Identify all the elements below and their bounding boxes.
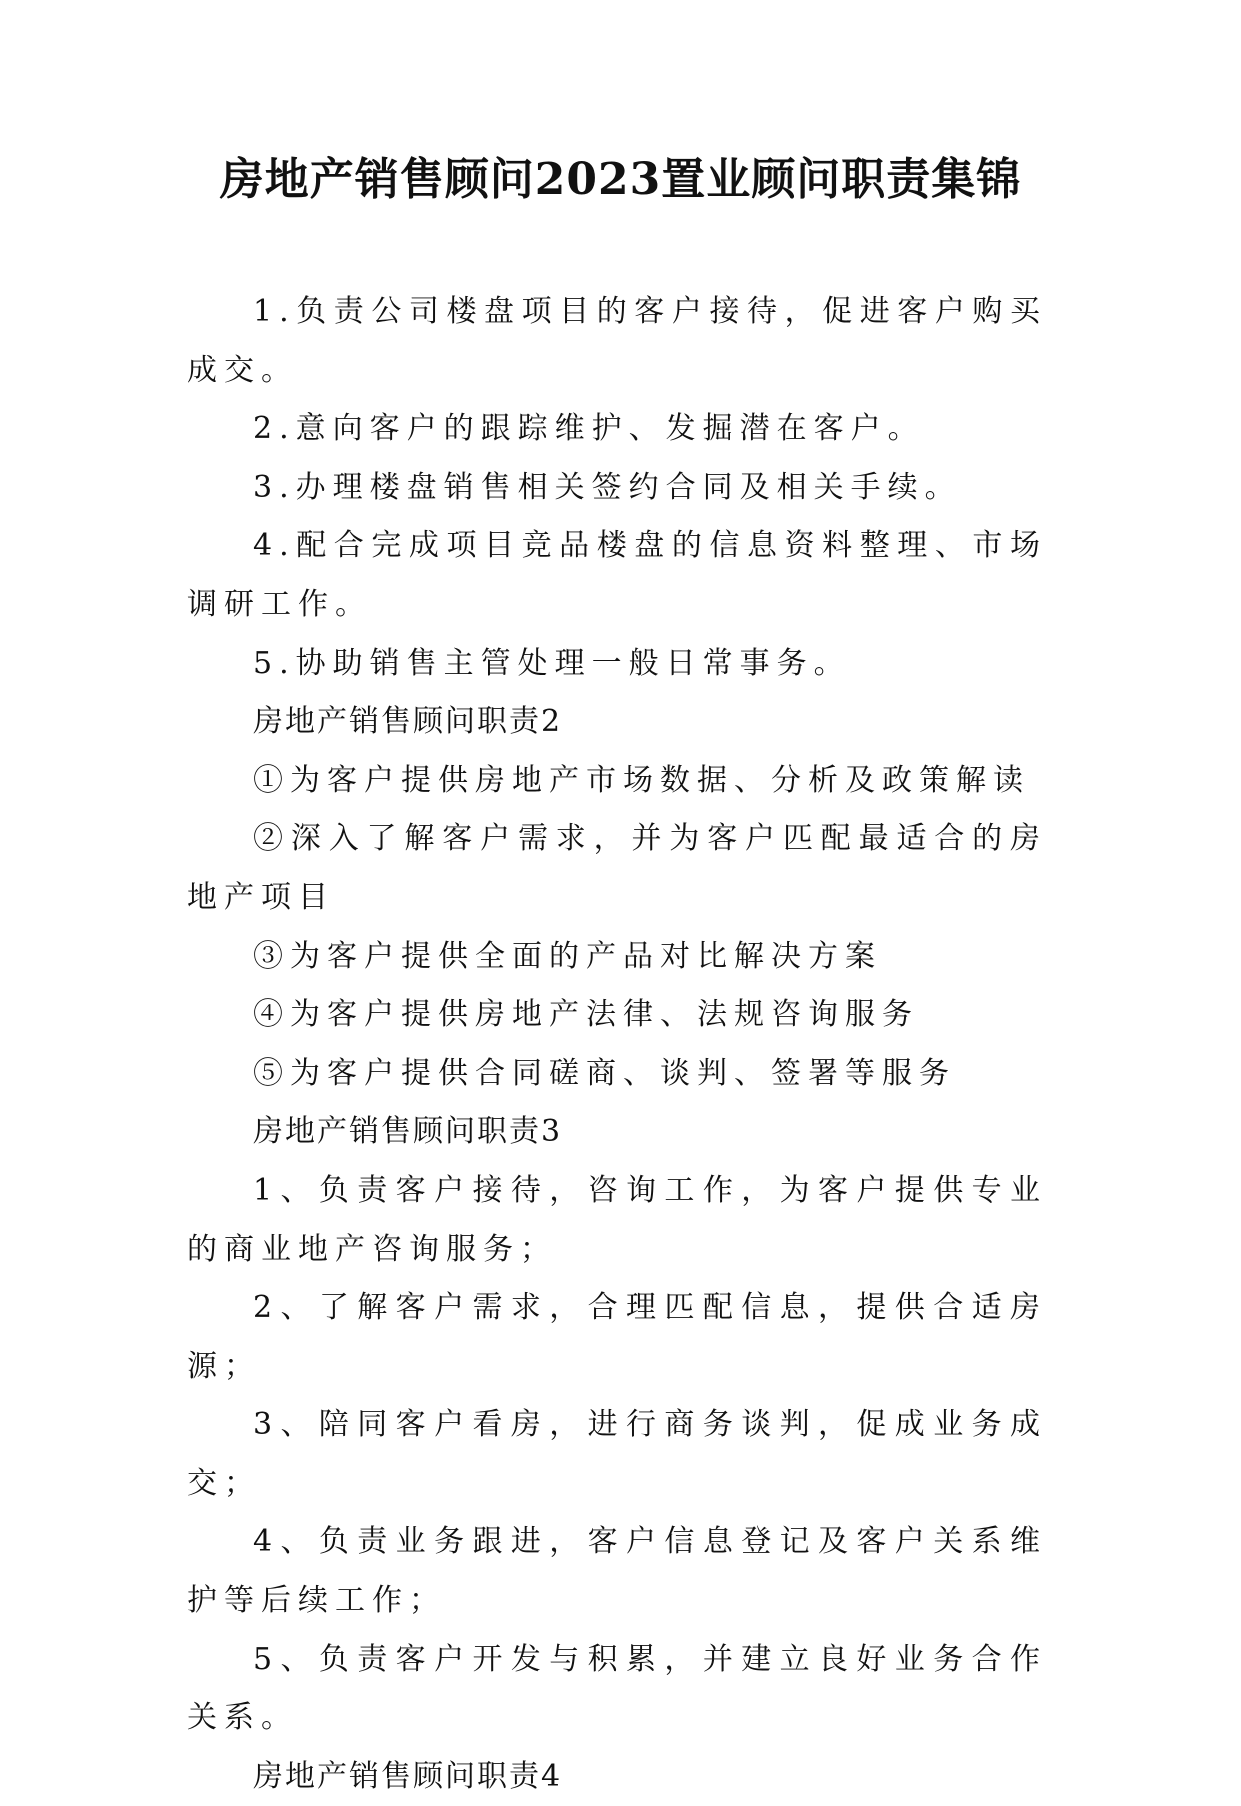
paragraph-duty-2-1: ①为客户提供房地产市场数据、分析及政策解读 bbox=[253, 762, 1030, 798]
paragraph-duty-3-4: 4、负责业务跟进，客户信息登记及客户关系维护等后续工作； bbox=[187, 1524, 1047, 1619]
paragraph-duty-2-2: ②深入了解客户需求，并为客户匹配最适合的房地产项目 bbox=[187, 821, 1047, 915]
paragraph-duty-3-1: 1、负责客户接待，咨询工作，为客户提供专业的商业地产咨询服务； bbox=[187, 1172, 1047, 1267]
section-heading-4: 房地产销售顾问职责4 bbox=[253, 1758, 563, 1794]
section-heading-2: 房地产销售顾问职责2 bbox=[253, 704, 563, 740]
paragraph-duty-3-5: 5、负责客户开发与积累，并建立良好业务合作关系。 bbox=[187, 1641, 1047, 1736]
paragraph-duty-1-5: 5.协助销售主管处理一般日常事务。 bbox=[253, 645, 851, 681]
paragraph-duty-1-1: 1.负责公司楼盘项目的客户接待，促进客户购买成交。 bbox=[187, 294, 1047, 388]
paragraph-duty-2-4: ④为客户提供房地产法律、法规咨询服务 bbox=[253, 997, 919, 1033]
paragraph-duty-2-3: ③为客户提供全面的产品对比解决方案 bbox=[253, 938, 882, 974]
paragraph-duty-1-4: 4.配合完成项目竞品楼盘的信息资料整理、市场调研工作。 bbox=[187, 528, 1047, 622]
section-heading-3: 房地产销售顾问职责3 bbox=[253, 1114, 563, 1150]
paragraph-duty-3-3: 3、陪同客户看房，进行商务谈判，促成业务成交； bbox=[187, 1407, 1047, 1501]
paragraph-duty-1-3: 3.办理楼盘销售相关签约合同及相关手续。 bbox=[253, 469, 962, 505]
paragraph-duty-3-2: 2、了解客户需求，合理匹配信息，提供合适房源； bbox=[187, 1290, 1047, 1384]
paragraph-duty-2-5: ⑤为客户提供合同磋商、谈判、签署等服务 bbox=[253, 1055, 956, 1091]
document-title: 房地产销售顾问2023置业顾问职责集锦 bbox=[219, 154, 1022, 205]
paragraph-duty-1-2: 2.意向客户的跟踪维护、发掘潜在客户。 bbox=[253, 411, 925, 447]
document-body bbox=[187, 283, 1047, 1806]
